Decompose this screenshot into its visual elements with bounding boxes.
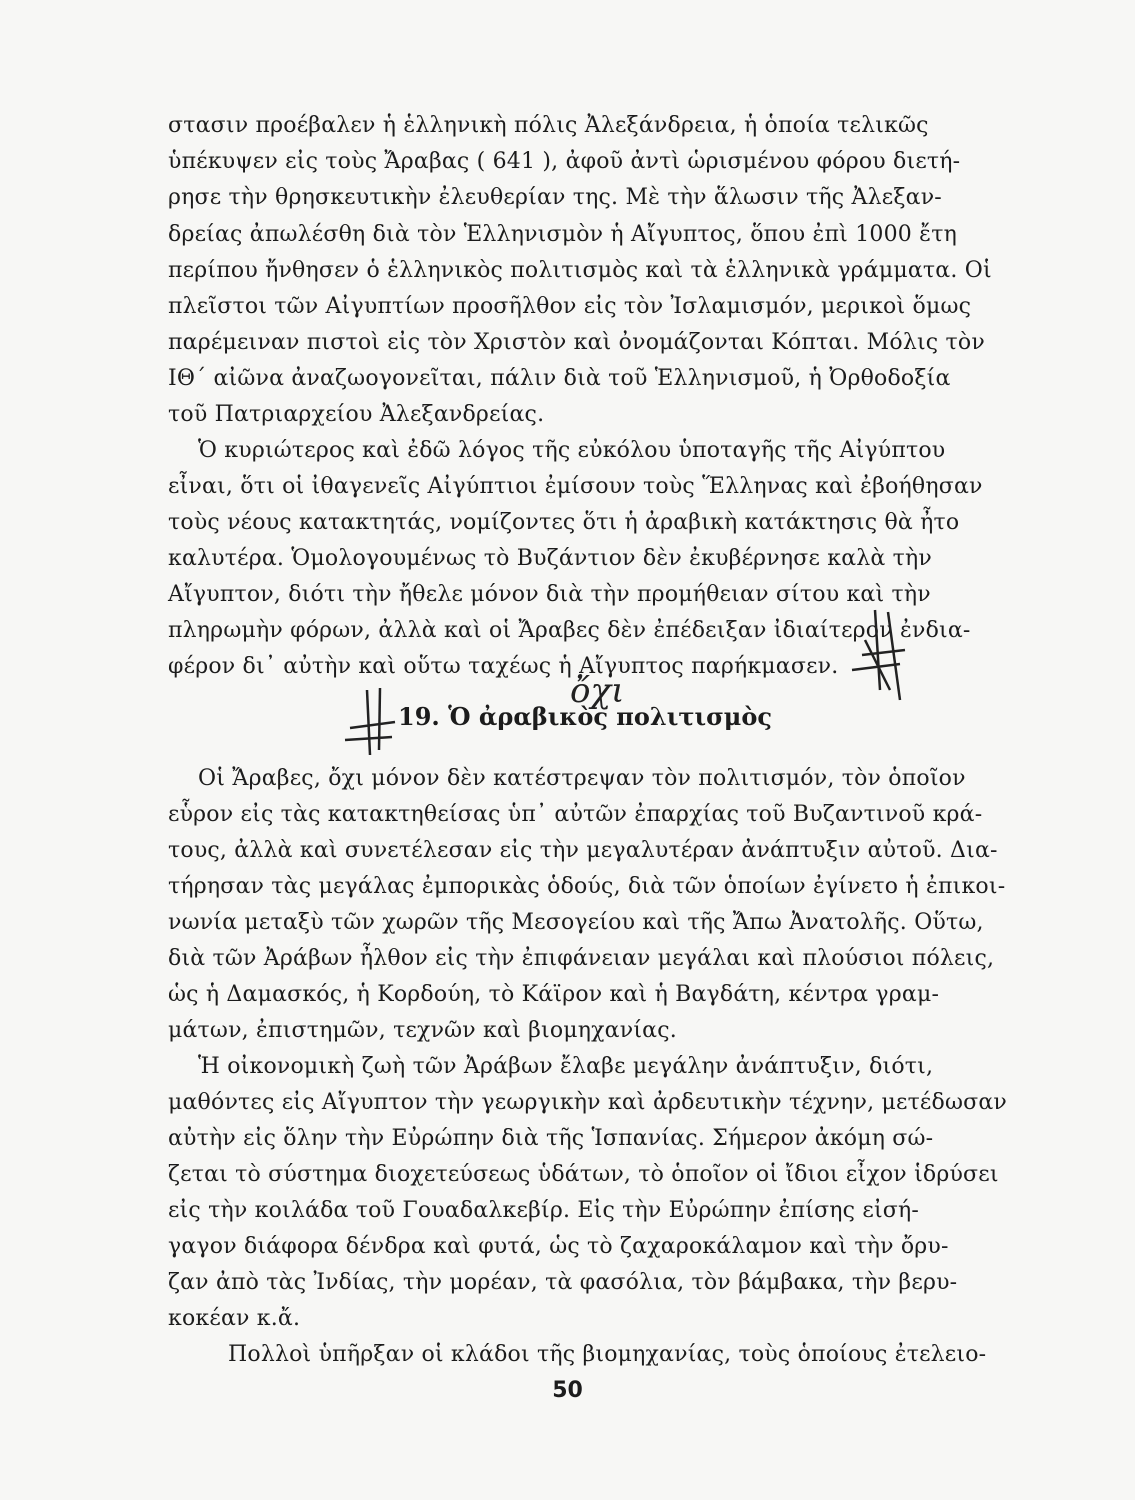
text-line: πλεῖστοι τῶν Αἰγυπτίων προσῆλθον εἰς τὸν Ἰσλαμισμόν, μερικοὶ ὅμως bbox=[168, 294, 972, 319]
section-heading: 19. Ὁ ἀραβικὸς πολιτισμὸς bbox=[398, 702, 772, 731]
text-line: διὰ τῶν Ἀράβων ἦλθον εἰς τὴν ἐπιφάνειαν μεγάλαι καὶ πλούσιοι πόλεις, bbox=[168, 946, 995, 971]
text-line: τους, ἀλλὰ καὶ συνετέλεσαν εἰς τὴν μεγαλυτέραν ἀνάπτυξιν αὐτοῦ. Δια- bbox=[168, 838, 998, 863]
page-number: 50 bbox=[552, 1378, 583, 1403]
text-line: πληρωμὴν φόρων, ἀλλὰ καὶ οἱ Ἄραβες δὲν ἐπέδειξαν ἰδιαίτερον ἐνδια- bbox=[168, 618, 971, 643]
text-line: Ὁ κυριώτερος καὶ ἐδῶ λόγος τῆς εὐκόλου ὑποταγῆς τῆς Αἰγύπτου bbox=[198, 438, 946, 463]
text-line: τοὺς νέους κατακτητάς, νομίζοντες ὅτι ἡ ἀραβικὴ κατάκτησις θὰ ἦτο bbox=[168, 510, 960, 535]
text-line: μάτων, ἐπιστημῶν, τεχνῶν καὶ βιομηχανίας. bbox=[168, 1018, 677, 1043]
text-line: ὡς ἡ Δαμασκός, ἡ Κορδούη, τὸ Κάϊρον καὶ ἡ Βαγδάτη, κέντρα γραμ- bbox=[168, 982, 940, 1007]
text-line: φέρον δι᾽ αὐτὴν καὶ οὕτω ταχέως ἡ Αἴγυπτος παρήκμασεν. bbox=[168, 654, 839, 679]
text-line: ζαν ἀπὸ τὰς Ἰνδίας, τὴν μορέαν, τὰ φασόλια, τὸν βάμβακα, τὴν βερυ- bbox=[168, 1270, 958, 1295]
text-line: Οἱ Ἄραβες, ὄχι μόνον δὲν κατέστρεψαν τὸν πολιτισμόν, τὸν ὁποῖον bbox=[198, 766, 966, 791]
text-line: αὐτὴν εἰς ὅλην τὴν Εὐρώπην διὰ τῆς Ἱσπανίας. Σήμερον ἀκόμη σώ- bbox=[168, 1126, 934, 1151]
text-line: ὑπέκυψεν εἰς τοὺς Ἄραβας ( 641 ), ἀφοῦ ἀντὶ ὡρισμένου φόρου διετή- bbox=[168, 149, 961, 174]
handwritten-note: ὄχι bbox=[570, 671, 625, 711]
text-line: εἰς τὴν κοιλάδα τοῦ Γουαδαλκεβίρ. Εἰς τὴν Εὐρώπην ἐπίσης εἰσή- bbox=[168, 1198, 920, 1223]
text-line: ΙΘ΄ αἰῶνα ἀναζωογονεῖται, πάλιν διὰ τοῦ Ἑλληνισμοῦ, ἡ Ὀρθοδοξία bbox=[168, 366, 951, 391]
text-line: περίπου ἤνθησεν ὁ ἑλληνικὸς πολιτισμὸς καὶ τὰ ἑλληνικὰ γράμματα. Οἱ bbox=[168, 258, 992, 283]
text-line: γαγον διάφορα δένδρα καὶ φυτά, ὡς τὸ ζαχαροκάλαμον καὶ τὴν ὄρυ- bbox=[168, 1234, 949, 1259]
text-line: ρησε τὴν θρησκευτικὴν ἐλευθερίαν της. Μὲ τὴν ἅλωσιν τῆς Ἀλεξαν- bbox=[168, 185, 942, 210]
text-line: τήρησαν τὰς μεγάλας ἐμπορικὰς ὁδούς, διὰ τῶν ὁποίων ἐγίνετο ἡ ἐπικοι- bbox=[168, 874, 1006, 899]
text-line: ζεται τὸ σύστημα διοχετεύσεως ὑδάτων, τὸ ὁποῖον οἱ ἴδιοι εἶχον ἱδρύσει bbox=[168, 1162, 999, 1187]
text-line: εἶναι, ὅτι οἱ ἰθαγενεῖς Αἰγύπτιοι ἐμίσουν τοὺς Ἕλληνας καὶ ἐβοήθησαν bbox=[168, 474, 983, 499]
text-line: νωνία μεταξὺ τῶν χωρῶν τῆς Μεσογείου καὶ τῆς Ἄπω Ἀνατολῆς. Οὕτω, bbox=[168, 910, 984, 935]
text-line: Ἡ οἰκονομικὴ ζωὴ τῶν Ἀράβων ἔλαβε μεγάλην ἀνάπτυξιν, διότι, bbox=[198, 1054, 934, 1079]
text-line: εὗρον εἰς τὰς κατακτηθείσας ὑπ᾽ αὐτῶν ἐπαρχίας τοῦ Βυζαντινοῦ κρά- bbox=[168, 802, 983, 827]
text-line: καλυτέρα. Ὁμολογουμένως τὸ Βυζάντιον δὲν ἐκυβέρνησε καλὰ τὴν bbox=[168, 546, 932, 571]
cross-mark-left bbox=[345, 688, 395, 755]
text-line: δρείας ἀπωλέσθη διὰ τὸν Ἑλληνισμὸν ἡ Αἴγυπτος, ὅπου ἐπὶ 1000 ἔτη bbox=[168, 222, 957, 247]
text-line: στασιν προέβαλεν ἡ ἑλληνικὴ πόλις Ἀλεξάνδρεια, ἡ ὁποία τελικῶς bbox=[168, 113, 929, 138]
text-line: παρέμειναν πιστοὶ εἰς τὸν Χριστὸν καὶ ὀνομάζονται Κόπται. Μόλις τὸν bbox=[168, 330, 985, 355]
text-line: μαθόντες εἰς Αἴγυπτον τὴν γεωργικὴν καὶ ἀρδευτικὴν τέχνην, μετέδωσαν bbox=[168, 1090, 1007, 1115]
text-line: τοῦ Πατριαρχείου Ἀλεξανδρείας. bbox=[168, 402, 545, 427]
text-line: Αἴγυπτον, διότι τὴν ἤθελε μόνον διὰ τὴν προμήθειαν σίτου καὶ τὴν bbox=[168, 582, 931, 607]
text-line: κοκέαν κ.ἄ. bbox=[168, 1306, 301, 1331]
text-line: Πολλοὶ ὑπῆρξαν οἱ κλάδοι τῆς βιομηχανίας, τοὺς ὁποίους ἐτελειο- bbox=[228, 1342, 987, 1367]
